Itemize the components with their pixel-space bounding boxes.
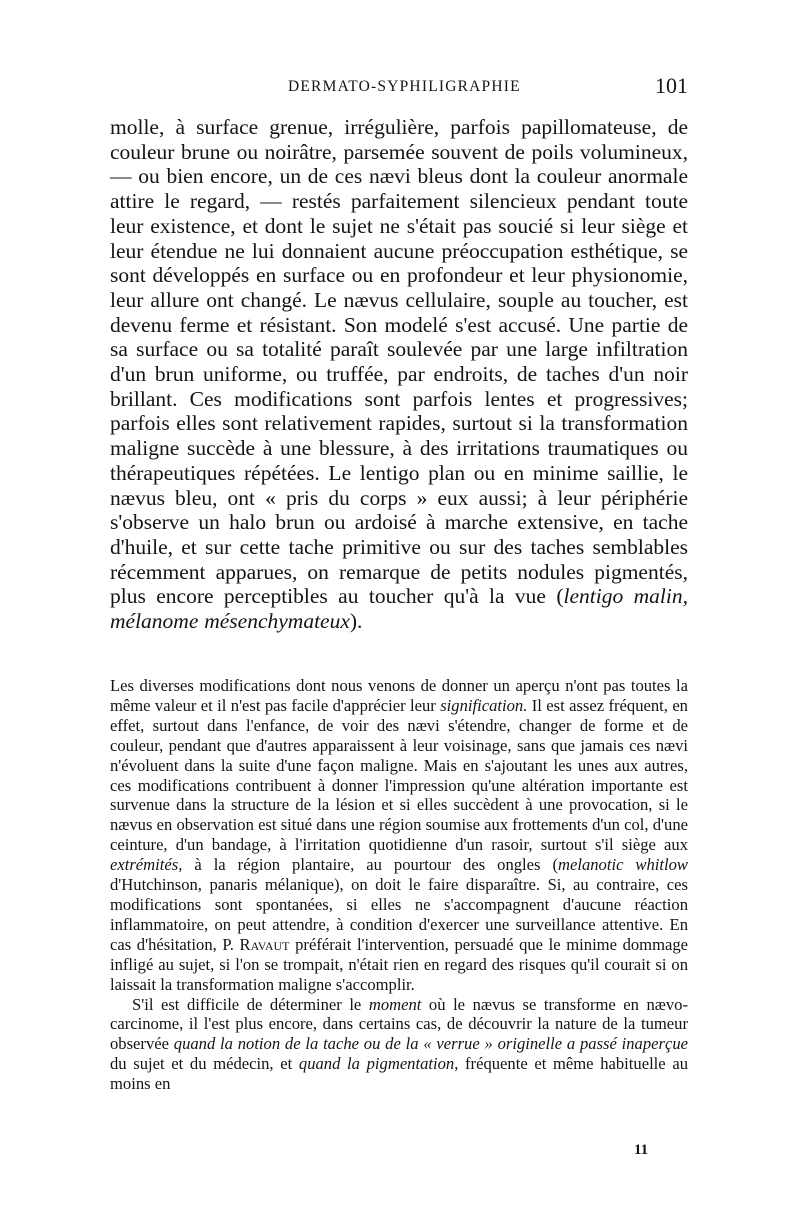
sp1-part-e: préférait l'intervention, persuadé que le minime dommage infligé au sujet, si l'on se trompait, n'était rien en regard des risques qu'il courait si on laissait la transformation maligne s'accomplir. <box>110 934 689 994</box>
sp2-italic-notion: quand la notion de la tache ou de la « verrue » originelle a passé inaperçue <box>173 1034 688 1054</box>
sp1-italic-extremites: extrémités, <box>110 855 183 875</box>
sp1-part-b: Il est assez fréquent, en effet, surtout dans l'enfance, de voir des nævi s'étendre, changer de forme et de couleur, pendant que d'autres apparaissent à leur voisinage, sans que jamais ces nævi n'évoluent dans la suite d'une façon maligne. Mais en s'ajoutant les unes aux autres, ces modifications contribuent à donner l'impression qu'une altération importante est survenue dans la structure de la lésion et si elles succèdent à une provocation, si le nævus en observation est situé dans une région soumise aux frottements d'un col, d'une ceinture, d'un bandage, à l'irritation quotidienne d'un rasoir, surtout s'il siège aux <box>110 695 688 855</box>
signature-mark: 11 <box>634 1142 649 1158</box>
sp1-part-c: à la région plantaire, au pourtour des ongles ( <box>182 855 558 875</box>
sp2-part-c: du sujet et du médecin, et <box>110 1054 299 1074</box>
sp1-italic-melanotic-whitlow: melanotic whitlow <box>558 855 688 875</box>
sp1-italic-signification: signification. <box>440 695 528 715</box>
small-print-section <box>110 676 688 1094</box>
running-title: DERMATO-SYPHILIGRAPHIE <box>288 78 521 95</box>
lead-text-part-1: molle, à surface grenue, irrégulière, parfois papillomateuse, de couleur brune ou noirâtre, parsemée souvent de poils volumineux, — ou bien encore, un de ces nævi bleus dont la couleur anormale attire le regard, — restés parfaitement silencieux pendant toute leur existence, et dont le sujet ne s'était pas soucié si leur siège et leur étendue ne lui donnaient aucune préoccupation esthétique, se sont développés en surface ou en profondeur et leur physionomie, leur allure ont changé. Le nævus cellulaire, souple au toucher, est devenu ferme et résistant. Son modelé s'est accusé. Une partie de sa surface ou sa totalité paraît soulevée par une large infiltration d'un brun uniforme, ou truffée, par endroits, de taches d'un noir brillant. Ces modifications sont parfois lentes et progressives; parfois elles sont relativement rapides, surtout si la transformation maligne succède à une blessure, à des irritations traumatiques ou thérapeutiques répétées. Le lentigo plan ou en minime saillie, le nævus bleu, ont « pris du corps » eux aussi; à leur périphérie s'observe un halo brun ou ardoisé à marche extensive, en tache d'huile, et sur cette tache primitive ou sur des taches semblables récemment apparues, on remarque de petits nodules pigmentés, plus encore perceptibles au toucher qu'à la vue ( <box>110 115 688 609</box>
sp1-part-a: Les diverses modifications dont nous venons de donner un aperçu n'ont pas toutes la même valeur et il n'est pas facile d'apprécier leur <box>110 676 688 715</box>
lead-paragraph-text <box>110 115 688 634</box>
running-head <box>110 73 688 102</box>
sp1-part-d: d'Hutchinson, panaris mélanique), on doit le faire disparaître. Si, au contraire, ces modifications sont spontanées, si elles ne s'accompagnent d'aucune réaction inflammatoire, on peut attendre, à condition d'exercer une surveillance attentive. En cas d'hésitation, P. <box>110 875 688 954</box>
sp1-author-ravaut: Ravaut <box>239 934 290 954</box>
lead-paragraph <box>110 115 688 634</box>
sp2-part-b: où le nævus se transforme en nævo-carcinome, il l'est plus encore, dans certains cas, de découvrir la nature de la tumeur observée <box>110 994 688 1054</box>
sp2-italic-pigmentation: quand la pigmentation, <box>298 1054 459 1074</box>
lead-text-part-2: ). <box>349 609 363 634</box>
sp2-italic-moment: moment <box>368 994 422 1014</box>
small-print-paragraph-1 <box>110 676 688 995</box>
small-print-paragraph-2 <box>110 995 688 1095</box>
lead-italic-term: lentigo malin, mélanome mésenchymateux <box>110 584 688 634</box>
sp2-part-d: fréquente et même habituelle au moins en <box>110 1054 688 1094</box>
sp2-part-a: S'il est difficile de déterminer le <box>132 994 369 1014</box>
page-number: 101 <box>655 73 688 98</box>
